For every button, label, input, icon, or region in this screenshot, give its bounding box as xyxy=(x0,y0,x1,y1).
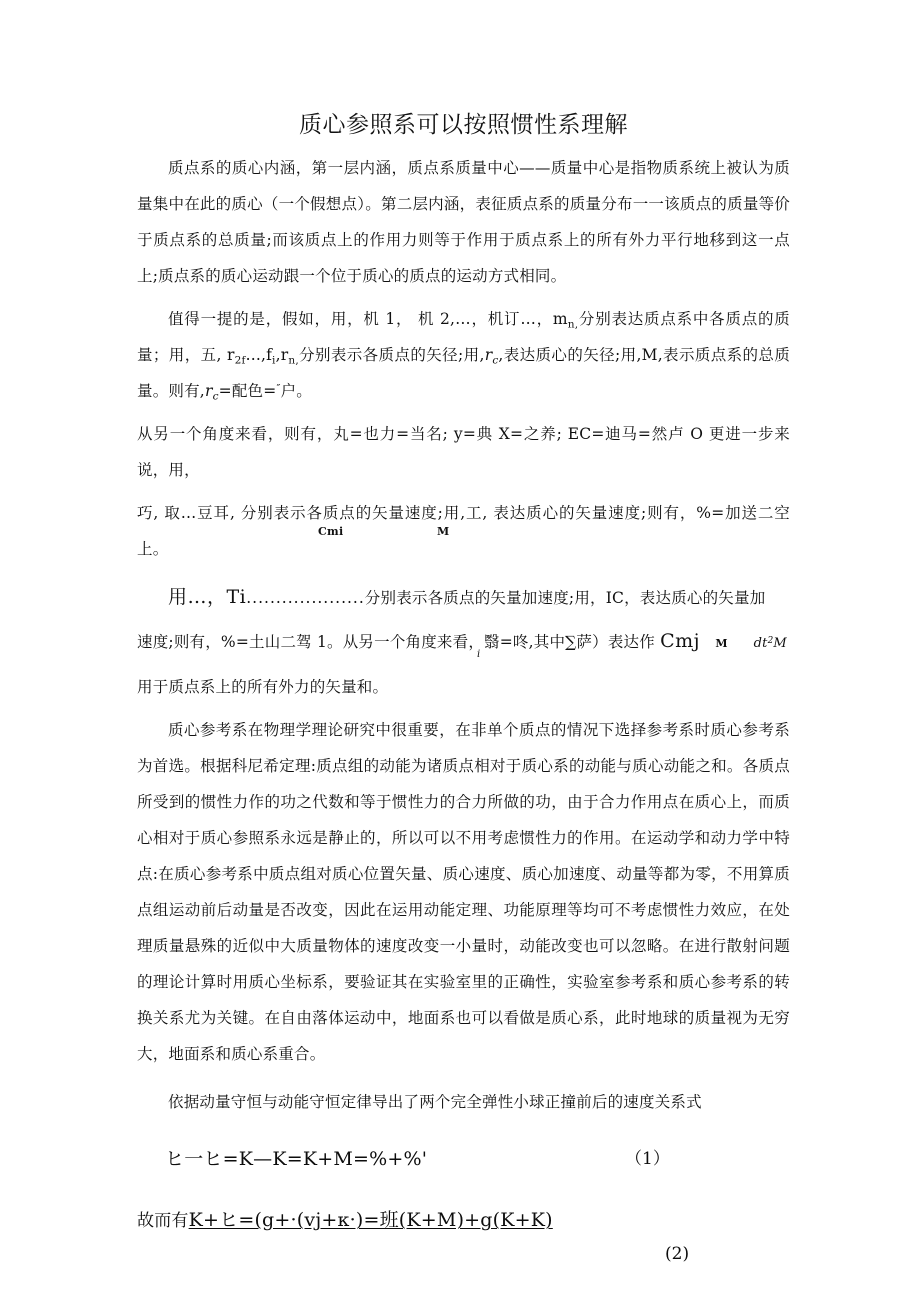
symbol-rc: r xyxy=(484,346,493,365)
notation-text-f: 分别表示各质点的矢径;用, xyxy=(298,346,485,365)
symbol-rc-2: r xyxy=(204,382,213,401)
symbol-r-subscript-2f: 2f xyxy=(234,354,246,367)
notation-text-c: 用，五, r xyxy=(168,346,235,365)
accel-text-a: 用…，Ti xyxy=(168,586,247,609)
equation-2-number: (2) xyxy=(665,1244,690,1265)
equation-2-row xyxy=(137,1203,790,1265)
prime-mark: ″ xyxy=(276,382,281,395)
symbol-rc-subscript: c xyxy=(492,354,499,367)
annotation-m: M xyxy=(437,525,450,539)
symbol-m: m xyxy=(552,310,568,329)
symbol-dt: dt xyxy=(753,636,768,652)
paragraph-notation xyxy=(137,301,790,409)
annotation-subscript-i: i xyxy=(477,649,481,661)
equation-1-number: （1） xyxy=(625,1149,670,1170)
notation-text-b: 分别表达质点系中各质点的质量； xyxy=(137,310,790,365)
equation-2-body: K+ヒ=(g+·(vj+κ·)=班(K+M)+g(K+K) xyxy=(188,1209,553,1232)
paragraph-another-angle: 从另一个角度来看，则有，丸=也力=当名; y=典 X=之养; EC=迪马=然卢 O 更进一步来说，用， xyxy=(137,425,790,480)
paragraph-conservation-intro: 依据动量守恒与动能守恒定律导出了两个完全弹性小球正撞前后的速度关系式 xyxy=(168,1093,702,1112)
paragraph-accel-cont xyxy=(137,623,790,662)
document-content xyxy=(137,0,791,1265)
paragraph-external-forces: 用于质点系上的所有外力的矢量和。 xyxy=(137,678,389,697)
symbol-cmj: Cmj xyxy=(660,630,701,653)
symbol-f-subscript-i: i xyxy=(272,354,276,367)
notation-text-e: ,r xyxy=(275,346,289,365)
annotation-cmi: Cmi xyxy=(318,525,344,539)
notation-text-h: ,表达质心的矢径;用,M,表示质点系的总质量。则有, xyxy=(137,346,791,401)
symbol-r-subscript-n: n, xyxy=(288,354,299,367)
symbol-m-bold: M xyxy=(715,637,728,651)
equation-2-prefix: 故而有 xyxy=(137,1211,189,1232)
accel-cont-text-a: 速度;则有，%=土山二驾 1。从另一个角度来看，翳=咚, xyxy=(137,633,534,652)
symbol-dt2m xyxy=(754,636,787,651)
paragraph-definition: 质点系的质心内涵，第一层内涵，质点系质量中心——质量中心是指物质系统上被认为质量集中在此的质心（一个假想点）。第二层内涵，表征质点系的质量分布一一该质点的质量等价于质点系的总质量;而该质点上的作用力则等于作用于质点系上的所有外力平行地移到这一点上;质点系的质心运动跟一个位于质心的质点的运动方式相同。 xyxy=(137,159,790,286)
accel-text-b: 分别表示各质点的矢量加速度;用，IC，表达质心的矢量加 xyxy=(364,589,766,608)
paragraph-velocity: 巧, 取…豆耳, 分别表示各质点的矢量速度;用,工, 表达质心的矢量速度;则有，%=加送二空上。 xyxy=(137,504,790,559)
symbol-rc-2-subscript: c xyxy=(212,390,219,403)
notation-text-a: 值得一提的是，假如，用，机 1， 机 2,…，机订…， xyxy=(168,310,553,329)
symbol-dt-exponent: 2 xyxy=(767,636,774,647)
notation-text-j: =配色= xyxy=(218,382,277,401)
paragraph-acceleration xyxy=(137,579,790,616)
dot-leader: .................... xyxy=(246,589,365,608)
symbol-m-subscript: n, xyxy=(567,318,579,331)
accel-cont-text-b: 其中∑萨）表达作 xyxy=(533,633,655,652)
symbol-m-italic: M xyxy=(773,636,787,652)
equation-1-row xyxy=(137,1142,790,1177)
paragraph-com-frame-discussion: 质心参考系在物理学理论研究中很重要，在非单个质点的情况下选择参考系时质心参考系为首选。根据科尼希定理:质点组的动能为诸质点相对于质心系的动能与质心动能之和。各质点所受到的惯性力作的功之代数和等于惯性力的合力所做的功，由于合力作用点在质心上，而质心相对于质心参照系永远是静止的，所以可以不用考虑惯性力的作用。在运动学和动力学中特点:在质心参考系中质点组对质心位置矢量、质心速度、质心加速度、动量等都为零，不用算质点组运动前后动量是否改变，因此在运用动能定理、功能原理等均可不考虑惯性力效应，在处理质量悬殊的近似中大质量物体的速度改变一小量时，动能改变也可以忽略。在进行散射问题的理论计算时用质心坐标系，要验证其在实验室里的正确性，实验室参考系和质心参考系的转换关系尤为关键。在自由落体运动中，地面系也可以看做是质心系，此时地球的质量视为无穷大，地面系和质心系重合。 xyxy=(137,721,790,1064)
page-title: 质心参照系可以按照惯性系理解 xyxy=(299,112,628,138)
notation-text-d: ...,f xyxy=(245,346,273,365)
notation-text-l: 户。 xyxy=(280,382,312,401)
equation-1-body: ヒ一ヒ=K—K=K+M=%+%' xyxy=(165,1148,428,1171)
